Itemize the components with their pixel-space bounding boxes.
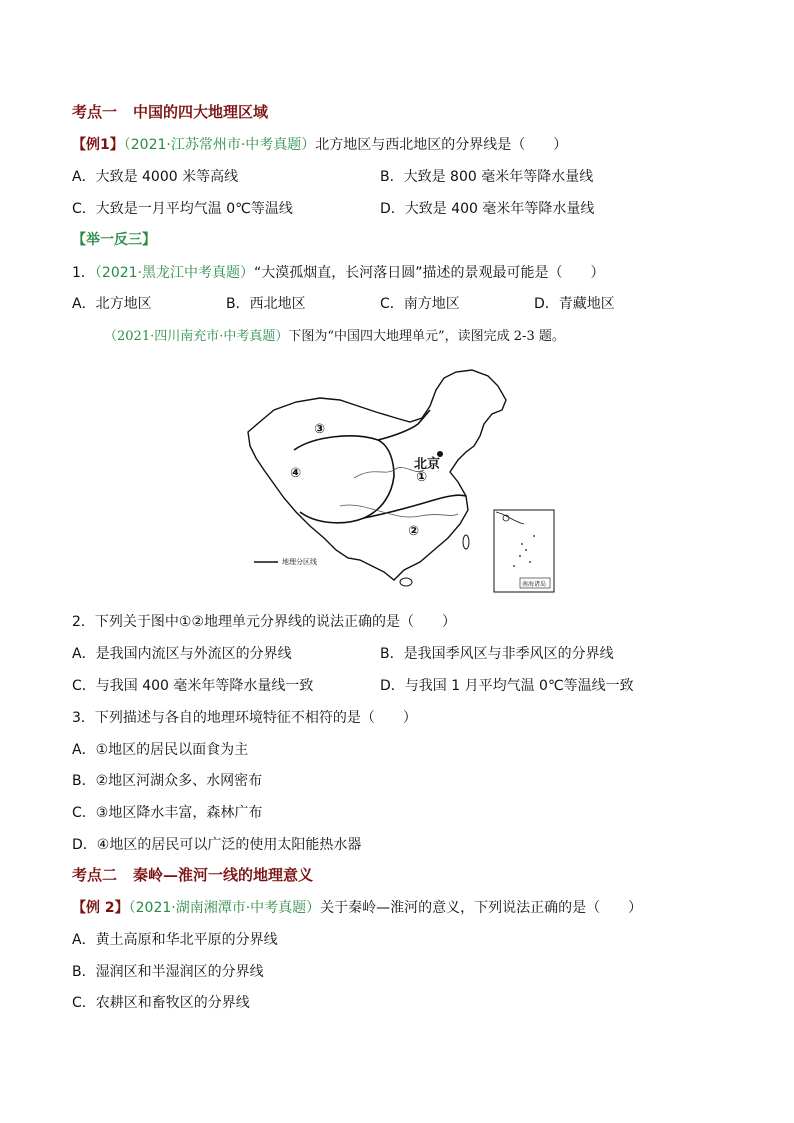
q2-question: 2．下列关于图中①②地理单元分界线的说法正确的是（ ）	[72, 614, 457, 630]
hainan-island	[400, 578, 412, 586]
example1-tag: 【例1】	[72, 137, 124, 153]
china-regions-map	[244, 366, 562, 598]
example1-text: 北方地区与西北地区的分界线是（ ）	[315, 137, 568, 153]
q1-number: 1．	[72, 265, 95, 281]
example1-question	[72, 134, 567, 154]
section1-heading-number: 考点一	[72, 103, 118, 121]
example2-tag: 【例 2】	[72, 900, 129, 916]
q1-source: （2021·黑龙江中考真题）	[94, 265, 255, 281]
example2-option-c: C．农耕区和畜牧区的分界线	[72, 995, 250, 1011]
q1-option-b: B．西北地区	[226, 296, 306, 312]
section2-heading	[72, 864, 313, 885]
inset-dot-3	[519, 555, 521, 557]
map-intro	[104, 325, 565, 344]
practice-tag: 【举一反三】	[72, 232, 156, 248]
q1-option-c: C．南方地区	[380, 296, 460, 312]
inset-dot-4	[529, 561, 531, 563]
example1-option-c: C．大致是一月平均气温 0℃等温线	[72, 201, 293, 217]
example1-source: （2021·江苏常州市·中考真题）	[123, 137, 316, 153]
section1-heading	[72, 101, 268, 122]
q1-option-a: A．北方地区	[72, 296, 152, 312]
beijing-label: 北京	[414, 457, 441, 472]
q1-option-d: D．青藏地区	[534, 296, 615, 312]
example1-option-b: B．大致是 800 毫米年等降水量线	[380, 169, 594, 185]
section2-heading-number: 考点二	[72, 866, 118, 884]
q1-text: “大漠孤烟直，长河落日圆”描述的景观最可能是（ ）	[254, 265, 605, 281]
legend-label: 地理分区线	[282, 558, 317, 566]
region-label-1: ①	[416, 470, 428, 485]
inset-dot-2	[525, 549, 527, 551]
example2-question	[72, 897, 642, 917]
example2-source: （2021·湖南湘潭市·中考真题）	[128, 900, 321, 916]
q3-option-b: B．②地区河湖众多、水网密布	[72, 773, 263, 789]
q3-option-c: C．③地区降水丰富，森林广布	[72, 805, 263, 821]
q3-question: 3．下列描述与各自的地理环境特征不相符的是（ ）	[72, 710, 417, 726]
section2-heading-title: 秦岭—淮河一线的地理意义	[133, 866, 314, 884]
example1-option-a: A．大致是 4000 米等高线	[72, 169, 239, 185]
q3-option-a: A．①地区的居民以面食为主	[72, 742, 249, 758]
inset-dot-5	[533, 535, 535, 537]
inset-dot-6	[513, 565, 515, 567]
q1-question	[72, 262, 605, 282]
region-label-2: ②	[408, 524, 420, 539]
region-label-3: ③	[314, 422, 326, 437]
section1-heading-title: 中国的四大地理区域	[133, 103, 269, 121]
region-label-4: ④	[290, 466, 302, 481]
example1-option-d: D．大致是 400 毫米年等降水量线	[380, 201, 595, 217]
map-intro-text: 下图为“中国四大地理单元”，读图完成 2-3 题。	[288, 329, 565, 344]
q2-option-b: B．是我国季风区与非季风区的分界线	[380, 646, 614, 662]
taiwan-island	[463, 535, 469, 549]
inset-label: 南海诸岛	[522, 581, 547, 588]
inset-dot-1	[521, 543, 523, 545]
q2-option-c: C．与我国 400 毫米年等降水量线一致	[72, 678, 314, 694]
map-intro-source: （2021·四川南充市·中考真题）	[104, 329, 289, 344]
example2-option-b: B．湿润区和半湿润区的分界线	[72, 964, 264, 980]
example2-text: 关于秦岭—淮河的意义，下列说法正确的是（ ）	[320, 900, 643, 916]
example2-option-a: A．黄土高原和华北平原的分界线	[72, 932, 278, 948]
q2-option-a: A．是我国内流区与外流区的分界线	[72, 646, 292, 662]
q3-option-d: D．④地区的居民可以广泛的使用太阳能热水器	[72, 837, 362, 853]
q2-option-d: D．与我国 1 月平均气温 0℃等温线一致	[380, 678, 634, 694]
